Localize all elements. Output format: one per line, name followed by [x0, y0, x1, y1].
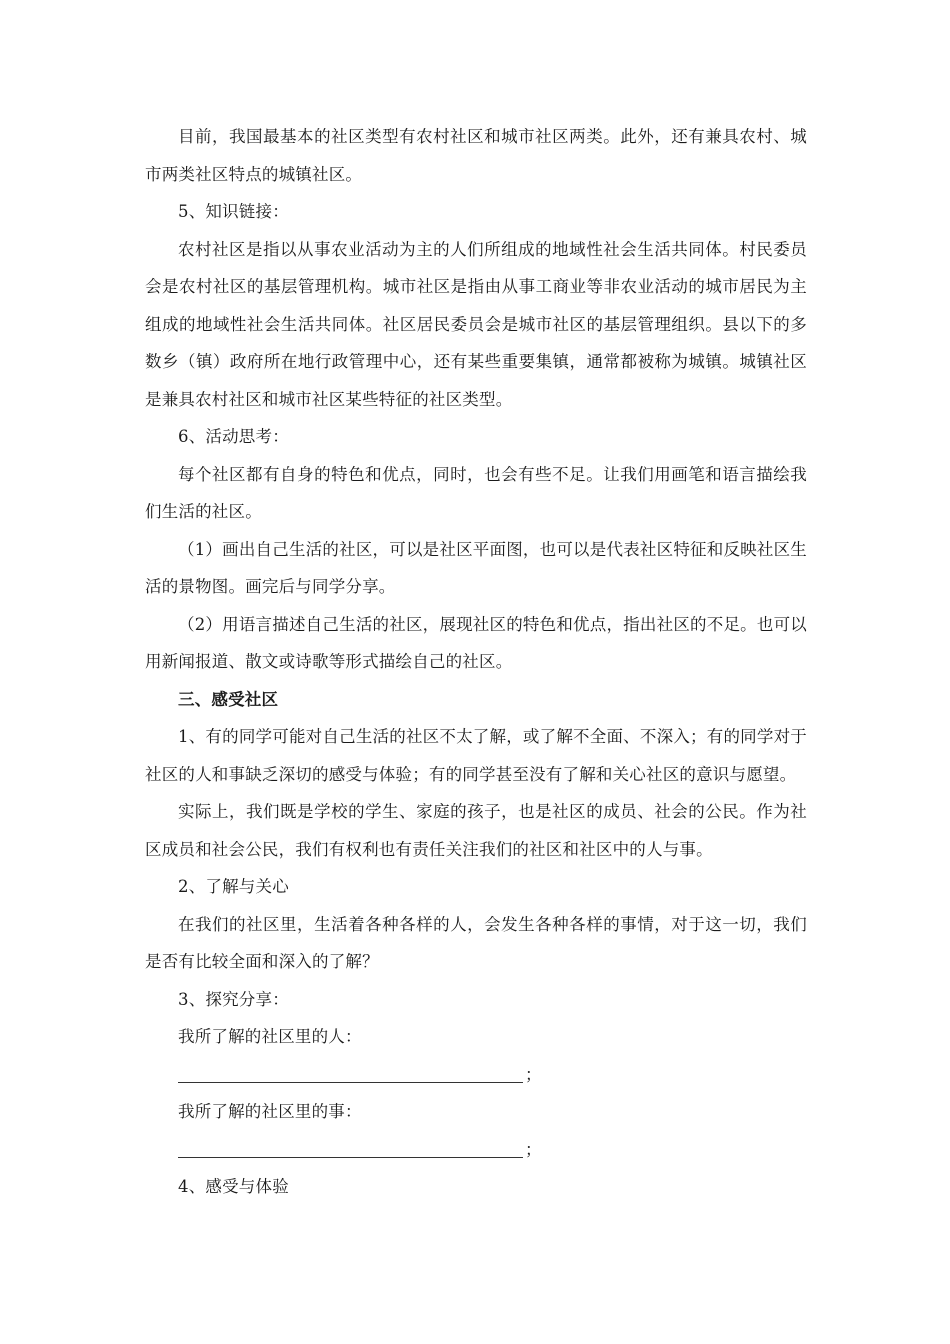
paragraph-task-2: （2）用语言描述自己生活的社区，展现社区的特色和优点，指出社区的不足。也可以用新闻报道、散文或诗歌等形式描绘自己的社区。 — [145, 614, 807, 671]
paragraph-feel-1: 1、有的同学可能对自己生活的社区不太了解，或了解不全面、不深入；有的同学对于社区的人和事缺乏深切的感受与体验；有的同学甚至没有了解和关心社区的意识与愿望。 — [145, 727, 807, 784]
section-understand-care: 2、了解与关心 — [178, 877, 289, 896]
blank-line-people[interactable] — [145, 1056, 807, 1094]
paragraph-describe-community: 每个社区都有自身的特色和优点，同时，也会有些不足。让我们用画笔和语言描绘我们生活的社区。 — [145, 464, 807, 521]
section-activity-thinking: 6、活动思考： — [178, 427, 289, 446]
heading-feel-community: 三、感受社区 — [178, 689, 279, 709]
semicolon: ； — [525, 1139, 542, 1159]
paragraph-community-definitions: 农村社区是指以从事农业活动为主的人们所组成的地域性社会生活共同体。村民委员会是农村社区的基层管理机构。城市社区是指由从事工商业等非农业活动的城市居民为主组成的地域性社会生活共同体。社区居民委员会是城市社区的基层管理组织。县以下的多数乡（镇）政府所在地行政管理中心，还有某些重要集镇，通常都被称为城镇。城镇社区是兼具农村社区和城市社区某些特征的社区类型。 — [145, 239, 807, 409]
paragraph-citizens: 实际上，我们既是学校的学生、家庭的孩子，也是社区的成员、社会的公民。作为社区成员和社会公民，我们有权利也有责任关注我们的社区和社区中的人与事。 — [145, 802, 807, 859]
semicolon: ； — [525, 1064, 542, 1084]
paragraph-community-types: 目前，我国最基本的社区类型有农村社区和城市社区两类。此外，还有兼具农村、城市两类社区特点的城镇社区。 — [145, 127, 807, 184]
paragraph-understand: 在我们的社区里，生活着各种各样的人，会发生各种各样的事情，对于这一切，我们是否有比较全面和深入的了解？ — [145, 914, 807, 971]
label-people-known: 我所了解的社区里的人： — [178, 1027, 362, 1046]
underline-rule — [178, 1157, 523, 1158]
blank-line-events[interactable] — [145, 1131, 807, 1169]
document-page — [145, 118, 807, 1206]
underline-rule — [178, 1082, 523, 1083]
paragraph-task-1: （1）画出自己生活的社区，可以是社区平面图，也可以是代表社区特征和反映社区生活的景物图。画完后与同学分享。 — [145, 539, 807, 596]
section-knowledge-link: 5、知识链接： — [178, 202, 289, 221]
section-feel-experience: 4、感受与体验 — [178, 1177, 289, 1196]
section-explore-share: 3、探究分享： — [178, 989, 289, 1009]
label-events-known: 我所了解的社区里的事： — [178, 1102, 362, 1121]
